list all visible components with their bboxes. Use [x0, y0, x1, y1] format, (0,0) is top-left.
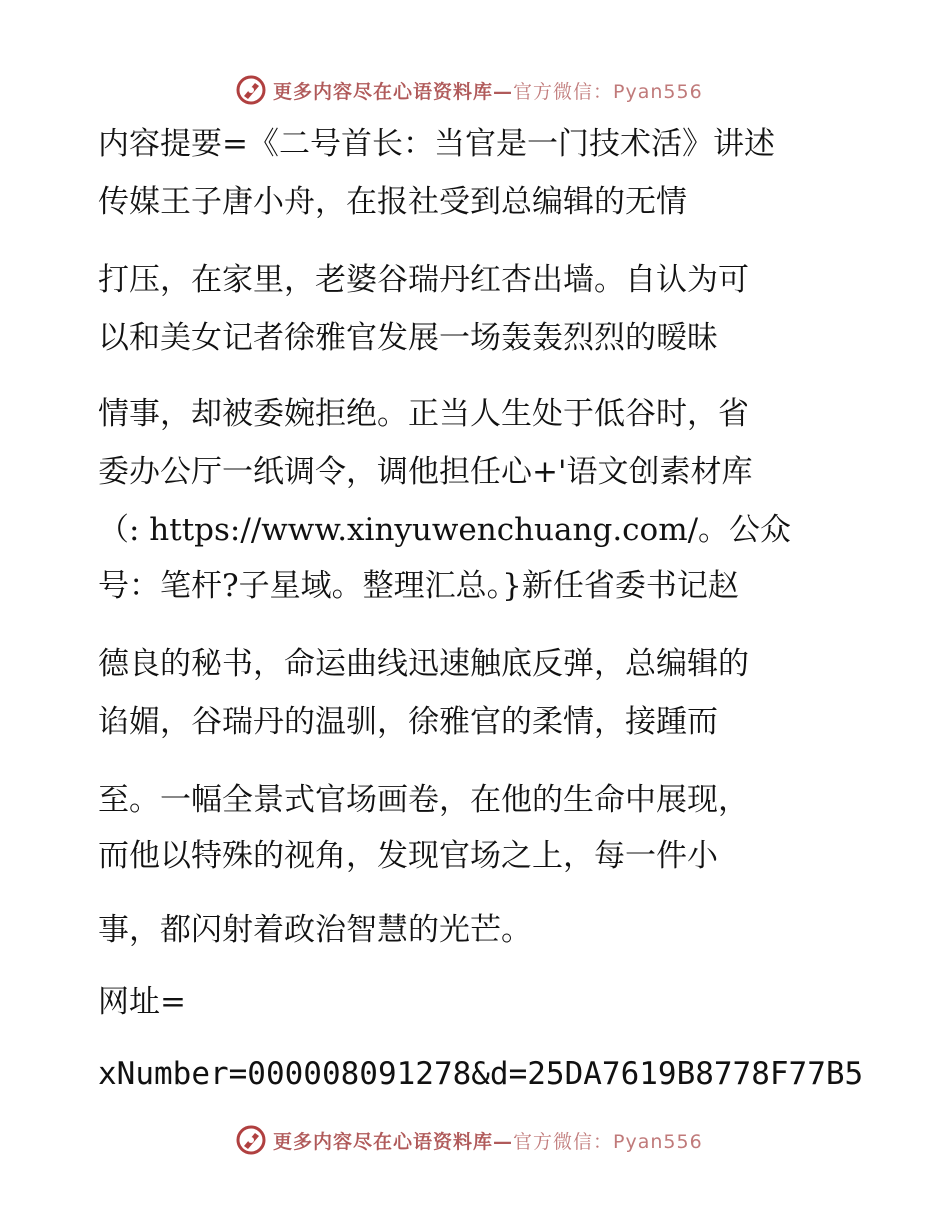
text-line: 网址= — [98, 984, 186, 1020]
text-line: 委办公厅一纸调令，调他担任心+'语文创素材库 — [98, 454, 753, 490]
text-line: 内容提要=《二号首长：当官是一门技术活》讲述 — [98, 126, 775, 162]
watermark-banner-top — [235, 72, 703, 108]
watermark-text: 更多内容尽在心语资料库—官方微信：Pyan556 — [273, 80, 703, 103]
text-line: 德良的秘书，命运曲线迅速触底反弹，总编辑的 — [98, 646, 749, 682]
red-pen-seal-icon — [235, 74, 267, 106]
text-line: 传媒王子唐小舟，在报社受到总编辑的无情 — [98, 184, 687, 220]
text-line: 而他以特殊的视角，发现官场之上，每一件小 — [98, 838, 718, 874]
text-line: 至。一幅全景式官场画卷，在他的生命中展现， — [98, 782, 749, 818]
text-line: 事，都闪射着政治智慧的光芒。 — [98, 912, 532, 948]
watermark-banner-bottom — [235, 1122, 703, 1158]
text-line: xNumber=000008091278&d=25DA7619B8778F77B5 — [98, 1056, 864, 1092]
text-line: 打压，在家里，老婆谷瑞丹红杏出墙。自认为可 — [98, 262, 749, 298]
text-line: 谄媚，谷瑞丹的温驯，徐雅官的柔情，接踵而 — [98, 704, 718, 740]
watermark-text: 更多内容尽在心语资料库—官方微信：Pyan556 — [273, 1130, 703, 1153]
text-line: 以和美女记者徐雅官发展一场轰轰烈烈的暧昧 — [98, 320, 718, 356]
text-line: 情事，却被委婉拒绝。正当人生处于低谷时，省 — [98, 396, 749, 432]
text-line: 号：笔杆?子星域。整理汇总。}新任省委书记赵 — [98, 568, 739, 604]
red-pen-seal-icon — [235, 1124, 267, 1156]
text-line: （: https://www.xinyuwenchuang.com/。公众 — [98, 512, 792, 548]
